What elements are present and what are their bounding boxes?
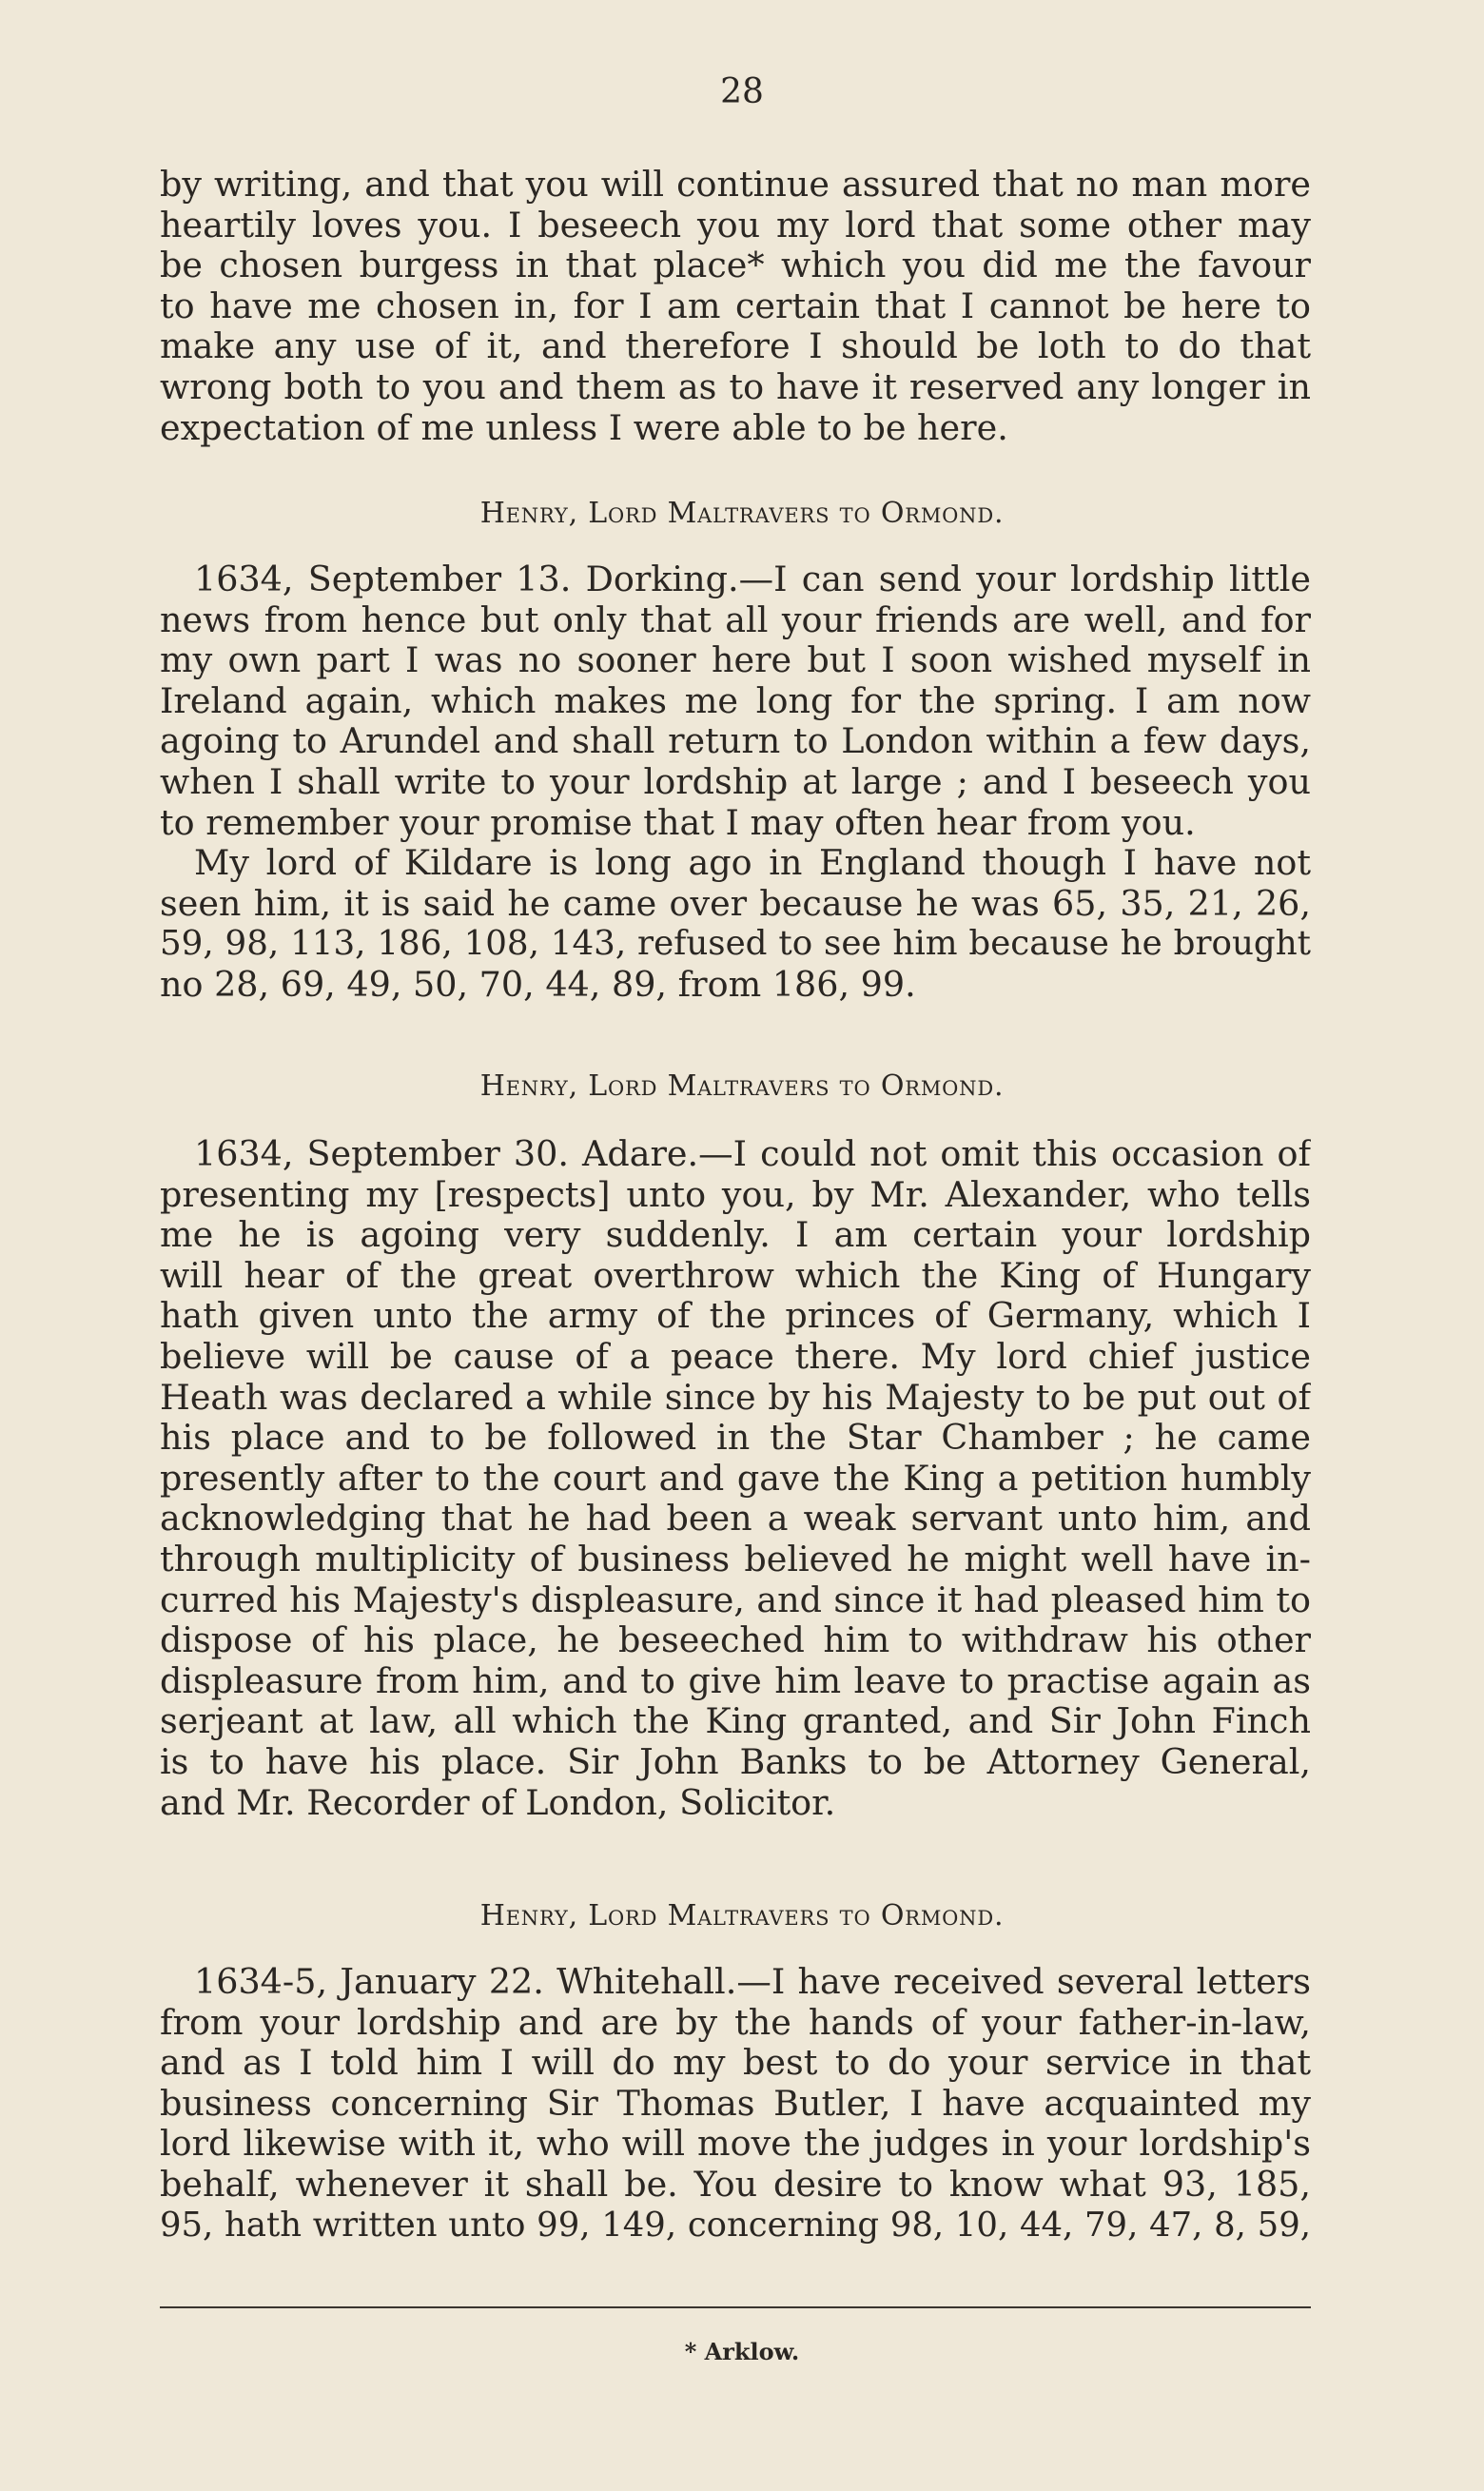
text-line: 1634, September 30. Adare.—I could not omit this occasion of bbox=[194, 1134, 1311, 1174]
text-line: Ireland again, which makes me long for the spring. I am now bbox=[160, 680, 1311, 721]
footnote: * Arklow. bbox=[684, 2338, 800, 2365]
text-line: 95, hath written unto 99, 149, concerning 98, 10, 44, 79, 47, 8, 59, bbox=[160, 2205, 1311, 2245]
text-line: will hear of the great overthrow which the King of Hungary bbox=[160, 1255, 1311, 1296]
text-line: behalf, whenever it shall be. You desire to know what 93, 185, bbox=[160, 2164, 1311, 2205]
text-line: through multiplicity of business believed he might well have in- bbox=[160, 1539, 1311, 1579]
text-line: displeasure from him, and to give him leave to practise again as bbox=[160, 1660, 1311, 1701]
letter-heading: Henry, Lord Maltravers to Ormond. bbox=[479, 1899, 1005, 1932]
text-line: serjeant at law, all which the King granted, and Sir John Finch bbox=[160, 1701, 1311, 1742]
text-line: acknowledging that he had been a weak servant unto him, and bbox=[160, 1499, 1311, 1540]
text-line: expectation of me unless I were able to be here. bbox=[160, 407, 1008, 448]
text-line: from your lordship and are by the hands of your father-in-law, bbox=[160, 2002, 1311, 2043]
text-line: agoing to Arundel and shall return to London within a few days, bbox=[160, 721, 1311, 762]
text-line: curred his Majesty's displeasure, and since it had pleased him to bbox=[160, 1579, 1311, 1620]
letter-body bbox=[160, 1962, 1311, 2246]
text-line: My lord of Kildare is long ago in England though I have not bbox=[194, 843, 1311, 884]
text-line: wrong both to you and them as to have it reserved any longer in bbox=[160, 366, 1311, 407]
text-line: lord likewise with it, who will move the judges in your lordship's bbox=[160, 2124, 1311, 2165]
text-line: make any use of it, and therefore I should be loth to do that bbox=[160, 326, 1311, 367]
text-line: news from hence but only that all your friends are well, and for bbox=[160, 599, 1311, 640]
text-line: 1634, September 13. Dorking.—I can send your lordship little bbox=[194, 559, 1311, 599]
text-line: and as I told him I will do my best to do your service in that bbox=[160, 2043, 1311, 2084]
letter-heading: Henry, Lord Maltravers to Ormond. bbox=[479, 1069, 1005, 1103]
text-line: presenting my [respects] unto you, by Mr. Alexander, who tells bbox=[160, 1174, 1311, 1215]
text-line: his place and to be followed in the Star Chamber ; he came bbox=[160, 1418, 1311, 1459]
text-line: seen him, it is said he came over because he was 65, 35, 21, 26, bbox=[160, 883, 1311, 924]
text-line: by writing, and that you will continue assured that no man more bbox=[160, 165, 1311, 205]
text-line: Heath was declared a while since by his Majesty to be put out of bbox=[160, 1377, 1311, 1418]
letter-body bbox=[160, 1134, 1311, 1823]
text-line: to remember your promise that I may often hear from you. bbox=[160, 802, 1196, 843]
text-line: no 28, 69, 49, 50, 70, 44, 89, from 186, 99. bbox=[160, 964, 916, 1005]
text-line: to have me chosen in, for I am certain that I cannot be here to bbox=[160, 285, 1311, 326]
text-line: is to have his place. Sir John Banks to be Attorney General, bbox=[160, 1741, 1311, 1782]
text-line: believe will be cause of a peace there. My lord chief justice bbox=[160, 1336, 1311, 1377]
text-line: 1634-5, January 22. Whitehall.—I have received several letters bbox=[194, 1962, 1311, 2002]
text-line: hath given unto the army of the princes of Germany, which I bbox=[160, 1296, 1311, 1337]
footnote-rule bbox=[160, 2306, 1311, 2308]
text-line: my own part I was no sooner here but I soon wished myself in bbox=[160, 640, 1311, 681]
page-number: 28 bbox=[720, 72, 764, 111]
text-line: business concerning Sir Thomas Butler, I have acquainted my bbox=[160, 2083, 1311, 2124]
text-line: 59, 98, 113, 186, 108, 143, refused to see him because he brought bbox=[160, 924, 1311, 964]
intro-paragraph bbox=[160, 165, 1311, 448]
text-line: me he is agoing very suddenly. I am certain your lordship bbox=[160, 1215, 1311, 1256]
text-line: presently after to the court and gave the King a petition humbly bbox=[160, 1458, 1311, 1499]
text-line: heartily loves you. I beseech you my lord that some other may bbox=[160, 205, 1311, 245]
letter-heading: Henry, Lord Maltravers to Ormond. bbox=[479, 497, 1005, 530]
text-line: be chosen burgess in that place* which you did me the favour bbox=[160, 245, 1311, 286]
text-line: when I shall write to your lordship at large ; and I beseech you bbox=[160, 761, 1311, 802]
text-line: and Mr. Recorder of London, Solicitor. bbox=[160, 1782, 836, 1823]
letter-body bbox=[160, 559, 1311, 1006]
text-line: dispose of his place, he beseeched him to withdraw his other bbox=[160, 1620, 1311, 1661]
